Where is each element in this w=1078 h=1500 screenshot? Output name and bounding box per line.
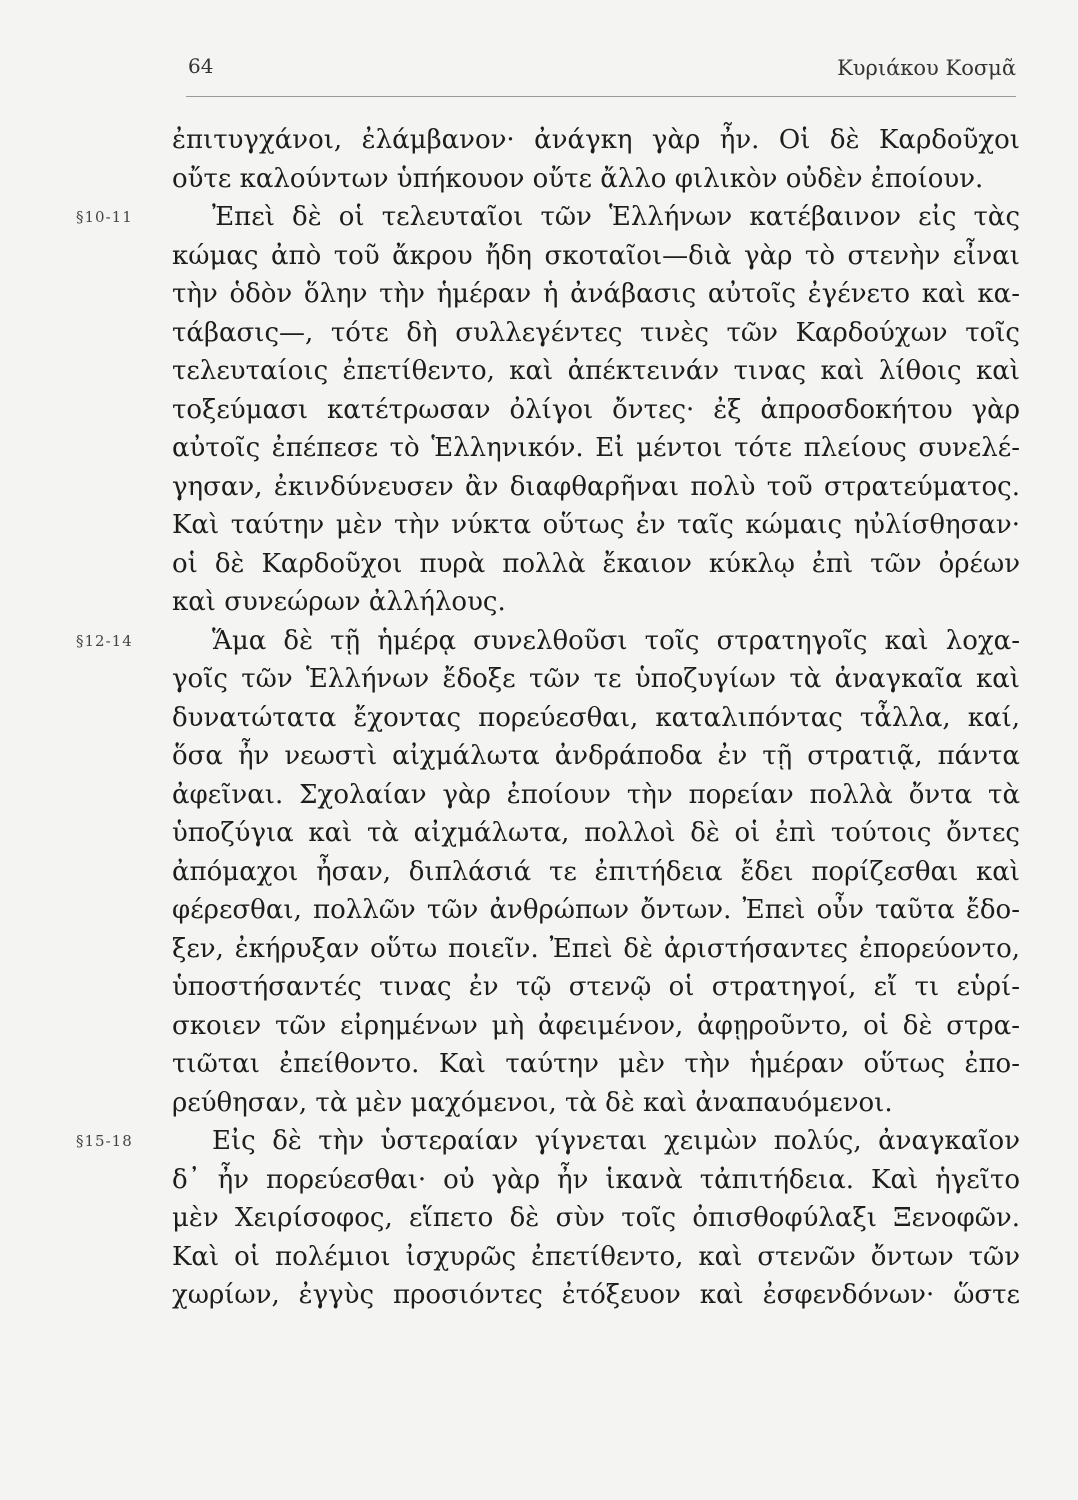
section-marker: §12-14 <box>76 631 133 650</box>
section-marker: §10-11 <box>76 208 133 226</box>
text-line: Καὶ ταύτην μὲν τὴν νύκτα οὕτως ἐν ταῖς κώμαις ηὐλίσθησαν· <box>172 510 1020 540</box>
text-line: οἱ δὲ Καρδοῦχοι πυρὰ πολλὰ ἔκαιον κύκλῳ ἐπὶ τῶν ὀρέων <box>172 548 1020 579</box>
text-line-content: Ἅμα δὲ τῇ ἡμέρᾳ συνελθοῦσι τοῖς στρατηγοῖς καὶ λοχα- <box>212 625 1020 656</box>
text-line: δυνατώτατα ἔχοντας πορεύεσθαι, καταλιπόντας τἆλλα, καί, <box>172 702 1020 733</box>
text-line-content: Εἰς δὲ τὴν ὑστεραίαν γίγνεται χειμὼν πολύς, ἀναγκαῖον <box>212 1126 1020 1156</box>
running-head: Κυριάκου Κοσμᾶ <box>837 56 1016 80</box>
text-line: τὴν ὁδὸν ὅλην τὴν ἡμέραν ἡ ἀνάβασις αὐτοῖς ἐγένετο καὶ κα- <box>172 279 1020 309</box>
paragraph-start-line <box>76 1122 1020 1161</box>
text-line-content: Ἐπεὶ δὲ οἱ τελευταῖοι τῶν Ἑλλήνων κατέβαινον εἰς τὰς <box>212 202 1020 232</box>
text-line: ἀφεῖναι. Σχολαίαν γὰρ ἐποίουν τὴν πορείαν πολλὰ ὄντα τὰ <box>172 779 1020 810</box>
text-line: ξεν, ἐκήρυξαν οὕτω ποιεῖν. Ἐπεὶ δὲ ἀριστήσαντες ἐπορεύοντο, <box>172 933 1020 964</box>
text-line: φέρεσθαι, πολλῶν τῶν ἀνθρώπων ὄντων. Ἐπεὶ οὖν ταῦτα ἔδο- <box>172 895 1020 925</box>
text-line: τάβασις—, τότε δὴ συλλεγέντες τινὲς τῶν Καρδούχων τοῖς <box>172 317 1020 348</box>
text-line: ὅσα ἦν νεωστὶ αἰχμάλωτα ἀνδράποδα ἐν τῇ στρατιᾷ, πάντα <box>172 741 1020 771</box>
text-line: Καὶ οἱ πολέμιοι ἰσχυρῶς ἐπετίθεντο, καὶ στενῶν ὄντων τῶν <box>172 1241 1020 1272</box>
main-text <box>76 121 1020 1315</box>
paragraph-start-line <box>76 622 1020 661</box>
text-line: γοῖς τῶν Ἑλλήνων ἔδοξε τῶν τε ὑποζυγίων τὰ ἀναγκαῖα καὶ <box>172 664 1020 694</box>
page-number: 64 <box>188 54 214 78</box>
text-line: χωρίων, ἐγγὺς προσιόντες ἐτόξευον καὶ ἐσφενδόνων· ὥστε <box>172 1280 1020 1310</box>
text-line: ρεύθησαν, τὰ μὲν μαχόμενοι, τὰ δὲ καὶ ἀναπαυόμενοι. <box>172 1087 893 1118</box>
text-line: τιῶται ἐπείθοντο. Καὶ ταύτην μὲν τὴν ἡμέραν οὕτως ἐπο- <box>172 1049 1020 1079</box>
page-header <box>186 52 1016 97</box>
text-line: ὑποζύγια καὶ τὰ αἰχμάλωτα, πολλοὶ δὲ οἱ ἐπὶ τούτοις ὄντες <box>172 818 1020 848</box>
text-line: κώμας ἀπὸ τοῦ ἄκρου ἤδη σκοταῖοι—διὰ γὰρ τὸ στενὴν εἶναι <box>172 240 1020 271</box>
text-line: οὔτε καλούντων ὑπήκουον οὔτε ἄλλο φιλικὸν οὐδὲν ἐποίουν. <box>172 163 984 194</box>
text-line: ἐπιτυγχάνοι, ἐλάμβανον· ἀνάγκη γὰρ ἦν. Οἱ δὲ Καρδοῦχοι <box>172 125 1020 155</box>
text-line: αὐτοῖς ἐπέπεσε τὸ Ἑλληνικόν. Εἰ μέντοι τότε πλείους συνελέ- <box>172 433 1020 463</box>
text-line: καὶ συνεώρων ἀλλήλους. <box>172 587 506 617</box>
text-line: δ᾽ ἦν πορεύεσθαι· οὐ γὰρ ἦν ἱκανὰ τἀπιτήδεια. Καὶ ἡγεῖτο <box>172 1164 1020 1195</box>
text-line: γησαν, ἐκινδύνευσεν ἂν διαφθαρῆναι πολὺ τοῦ στρατεύματος. <box>172 471 1020 502</box>
paragraph-start-line <box>76 198 1020 237</box>
text-line: ὑποστήσαντές τινας ἐν τῷ στενῷ οἱ στρατηγοί, εἴ τι εὑρί- <box>172 972 1020 1002</box>
text-line: μὲν Χειρίσοφος, εἵπετο δὲ σὺν τοῖς ὀπισθοφύλαξι Ξενοφῶν. <box>172 1203 1020 1233</box>
text-line: τελευταίοις ἐπετίθεντο, καὶ ἀπέκτεινάν τινας καὶ λίθοις καὶ <box>172 356 1020 386</box>
text-line: ἀπόμαχοι ἦσαν, διπλάσιά τε ἐπιτήδεια ἔδει πορίζεσθαι καὶ <box>172 856 1020 887</box>
text-line: σκοιεν τῶν εἰρημένων μὴ ἀφειμένον, ἀφῃροῦντο, οἱ δὲ στρα- <box>172 1010 1020 1041</box>
text-line: τοξεύμασι κατέτρωσαν ὀλίγοι ὄντες· ἐξ ἀπροσδοκήτου γὰρ <box>172 394 1020 425</box>
section-marker: §15-18 <box>76 1132 133 1150</box>
